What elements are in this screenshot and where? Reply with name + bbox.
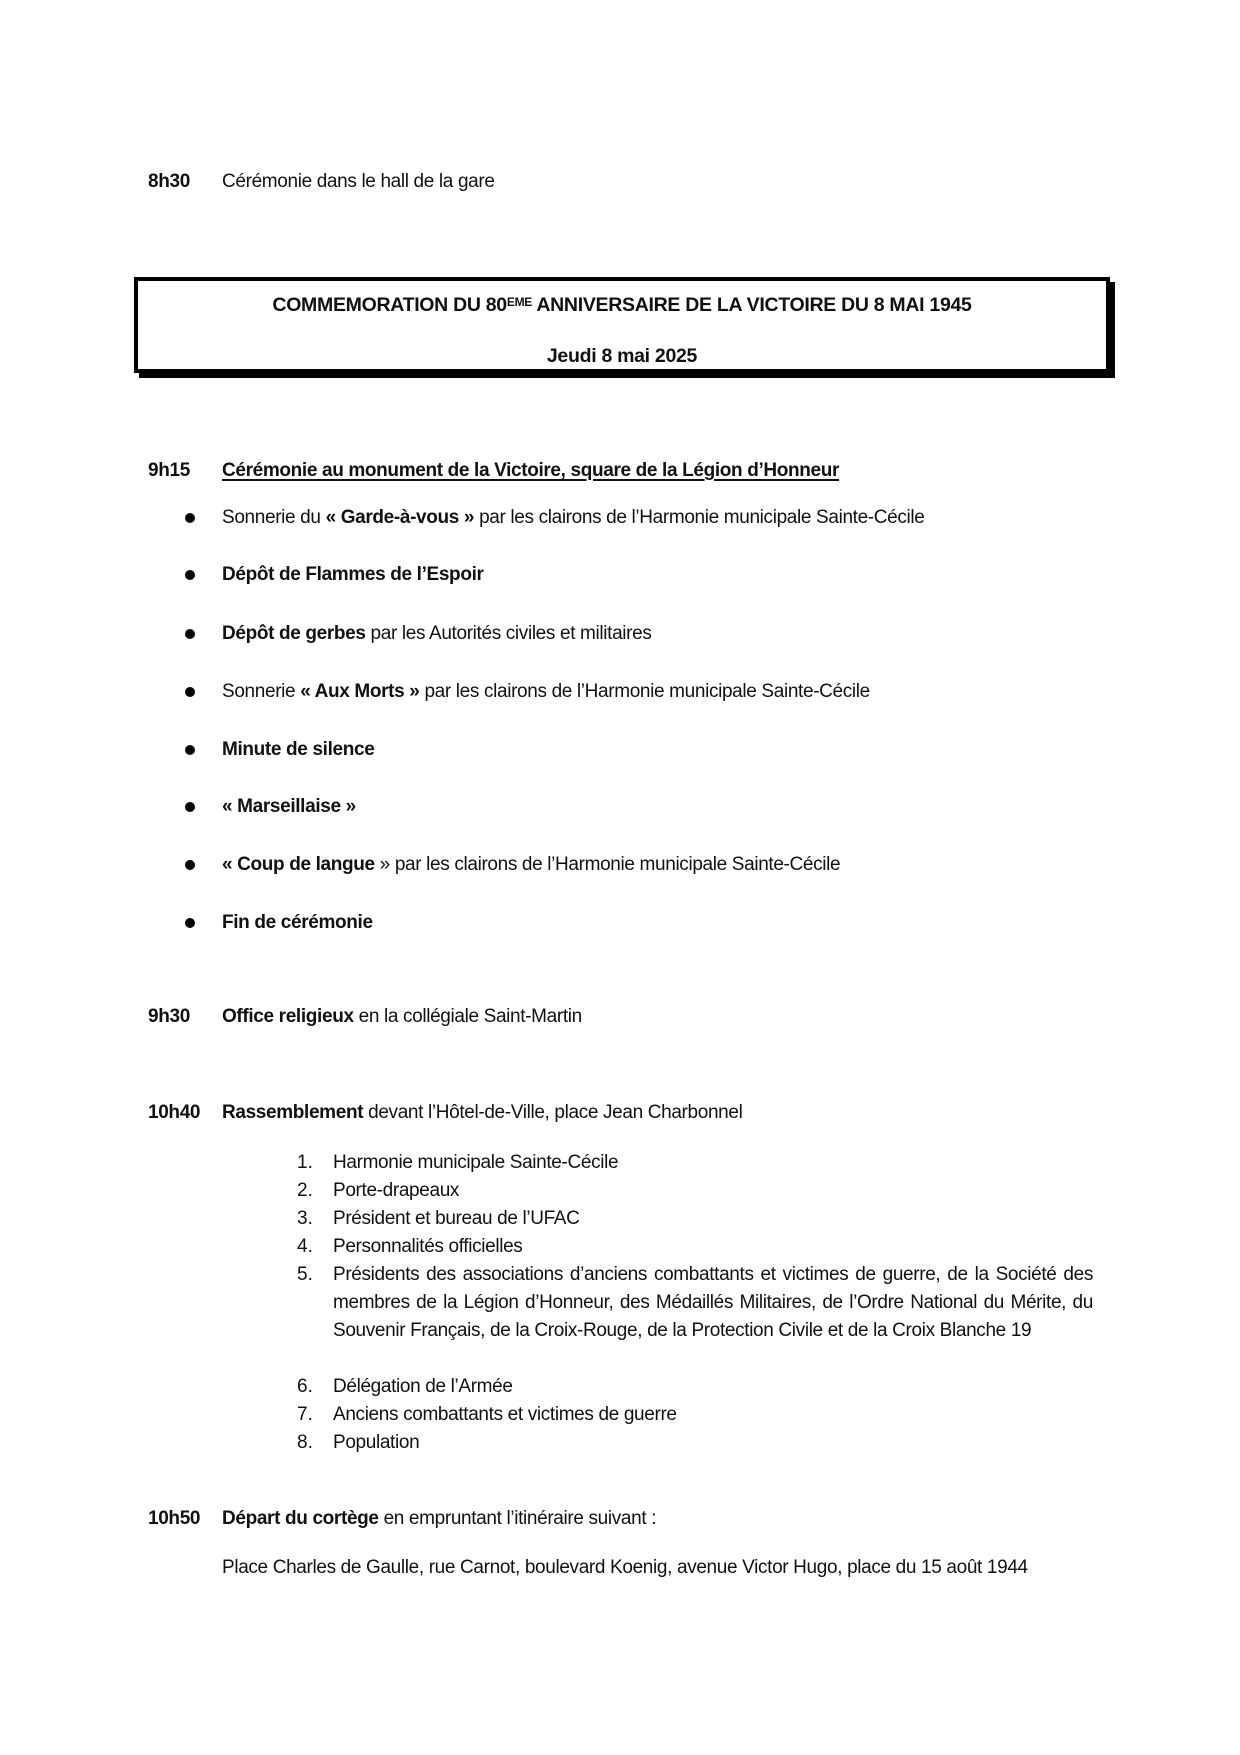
list-item [222,738,374,762]
list-item [222,853,840,877]
banner-title-pre: COMMEMORATION DU 80 [272,294,507,316]
list-number: 6. [297,1376,313,1397]
list-number: 2. [297,1180,313,1201]
list-number: 8. [297,1432,313,1453]
list-number: 4. [297,1236,313,1257]
list-number: 7. [297,1404,313,1425]
list-item [222,622,652,646]
time-0915: 9h15 [148,460,190,481]
item-text: par les clairons de l’Harmonie municipale Sainte-Cécile [419,681,870,702]
bullet-icon [185,802,195,812]
bullet-icon [185,570,195,580]
list-item [222,506,924,530]
item-bold-text: « Marseillaise » [222,796,356,817]
event-1050-bold: Départ du cortège [222,1508,379,1529]
time-0930: 9h30 [148,1006,190,1027]
banner-title-sup: EME [506,295,532,309]
bullet-icon [185,860,195,870]
bullet-icon [185,513,195,523]
banner-title-post: ANNIVERSAIRE DE LA VICTOIRE DU 8 MAI 1945 [531,294,972,316]
item-bold-text: « Coup de langue [222,854,375,875]
list-item: Porte-drapeaux [333,1180,460,1201]
list-item [222,563,484,587]
item-bold-text: Dépôt de gerbes [222,623,366,644]
item-text: » par les clairons de l’Harmonie municipale Sainte-Cécile [374,854,841,875]
list-item: Président et bureau de l’UFAC [333,1208,580,1229]
procession-route: Place Charles de Gaulle, rue Carnot, boulevard Koenig, avenue Victor Hugo, place du 15 août 1944 [222,1557,1028,1578]
list-item: Délégation de l’Armée [333,1376,513,1397]
event-1040-rest: devant l’Hôtel-de-Ville, place Jean Charbonnel [363,1102,743,1123]
event-0930-bold: Office religieux [222,1006,354,1027]
bullet-icon [185,918,195,928]
title-banner [134,277,1110,373]
event-1040-text [222,1101,742,1125]
event-0915-heading: Cérémonie au monument de la Victoire, square de la Légion d’Honneur [222,460,840,481]
list-item [222,795,356,819]
time-0830: 8h30 [148,171,190,192]
event-1040-bold: Rassemblement [222,1102,364,1123]
bullet-icon [185,687,195,697]
list-number: 3. [297,1208,313,1229]
bullet-icon [185,745,195,755]
event-0930-rest: en la collégiale Saint-Martin [353,1006,582,1027]
list-item: Présidents des associations d’anciens combattants et victimes de guerre, de la Société des membres de la Légion d’Honneur, des Médaillés Militaires, de l’Ordre National du Mérite, du Souvenir Français, de la Croix-Rouge, de la Protection Civile et de la Croix Blanche 19 [333,1264,1093,1341]
item-bold-text: « Garde-à-vous » [325,507,475,528]
event-0930-text [222,1005,582,1029]
banner-title [138,293,1106,317]
list-number: 5. [297,1264,313,1285]
event-1050-rest: en empruntant l’itinéraire suivant : [378,1508,657,1529]
bullet-icon [185,629,195,639]
item-bold-text: Minute de silence [222,739,375,760]
item-bold-text: « Aux Morts » [300,681,420,702]
item-text: Sonnerie du [222,507,326,528]
time-1050: 10h50 [148,1508,201,1529]
item-text: Sonnerie [222,681,301,702]
list-item: Harmonie municipale Sainte-Cécile [333,1152,619,1173]
list-item: Personnalités officielles [333,1236,523,1257]
list-number: 1. [297,1152,313,1173]
event-1050-text [222,1507,656,1531]
list-item: Population [333,1432,420,1453]
item-text: par les Autorités civiles et militaires [365,623,652,644]
event-0830-text: Cérémonie dans le hall de la gare [222,171,495,192]
list-item [222,911,373,935]
item-text: par les clairons de l’Harmonie municipale Sainte-Cécile [474,507,925,528]
item-bold-text: Fin de cérémonie [222,912,373,933]
time-1040: 10h40 [148,1102,201,1123]
list-item: Anciens combattants et victimes de guerre [333,1404,677,1425]
banner-date: Jeudi 8 mai 2025 [546,345,698,367]
item-bold-text: Dépôt de Flammes de l’Espoir [222,564,484,585]
list-item [222,680,870,704]
